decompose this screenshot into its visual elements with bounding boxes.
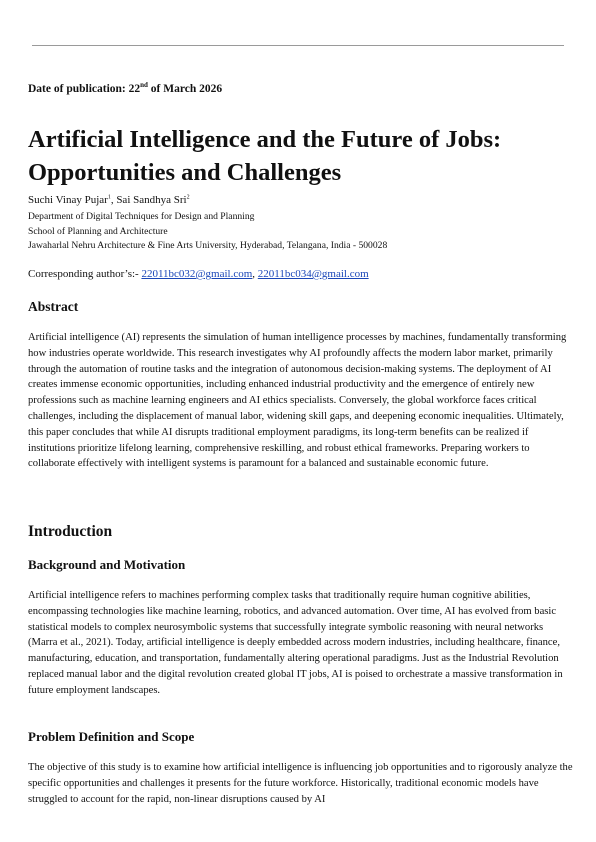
- affiliation-department: Department of Digital Techniques for Design and Planning: [28, 211, 255, 222]
- abstract-body: Artificial intelligence (AI) represents the simulation of human intelligence processes by machines, fundamentally transforming how industries operate worldwide. This research investigates why AI profoundly affects the modern labor market, primarily through the automation of routine tasks and the integration of autonomous decision-making systems. The deployment of AI creates immense economic opportunities, including enhanced industrial productivity and the emergence of entirely new professions such as machine learning engineers and AI ethics specialists. Conversely, the global workforce faces critical challenges, including the displacement of manual labor, widening skill gaps, and deepening economic inequalities. Ultimately, this paper concludes that while AI disrupts traditional employment paradigms, its long-term benefits can be realized if institutions prioritize lifelong learning, comprehensive reskilling, and robust ethical frameworks. Preparing workers to collaborate effectively with intelligent systems is paramount for a balanced and sustainable economic future.: [28, 332, 567, 470]
- email-link-1[interactable]: 22011bc032@gmail.com: [141, 268, 253, 280]
- author-separator: ,: [110, 194, 117, 206]
- corresponding-label: Corresponding author’s:-: [28, 268, 142, 280]
- paper-title-line-1: Artificial Intelligence and the Future of Jobs:: [28, 126, 502, 153]
- affiliation-school: School of Planning and Architecture: [28, 226, 168, 237]
- abstract-heading: Abstract: [28, 299, 79, 314]
- paper-title-line-2: Opportunities and Challenges: [28, 159, 342, 186]
- paper-title: [28, 123, 573, 189]
- corresponding-author: [28, 268, 369, 280]
- problem-heading: Problem Definition and Scope: [28, 729, 195, 744]
- email-separator: ,: [252, 268, 258, 280]
- author-1-mark: 1: [107, 194, 111, 201]
- publication-date: [28, 83, 222, 95]
- author-1: Suchi Vinay Pujar: [28, 194, 108, 206]
- publication-date-prefix: Date of publication: 22: [28, 83, 141, 95]
- background-heading: Background and Motivation: [28, 557, 186, 572]
- author-2: Sai Sandhya Sri: [116, 194, 187, 206]
- author-list: [28, 194, 190, 206]
- publication-date-ordinal: nd: [140, 81, 148, 90]
- introduction-heading: Introduction: [28, 523, 113, 540]
- author-2-mark: 2: [186, 194, 190, 201]
- affiliation-university: Jawaharlal Nehru Architecture & Fine Arts University, Hyderabad, Telangana, India - 500028: [28, 240, 388, 251]
- top-rule: [32, 45, 564, 46]
- publication-date-suffix: of March 2026: [147, 83, 223, 95]
- background-body: Artificial intelligence refers to machines performing complex tasks that traditionally require human cognitive abilities, encompassing technologies like machine learning, robotics, and advanced automation. Over time, AI has evolved from basic statistical models to complex neurosymbolic systems that successfully integrate symbolic reasoning with neural networks (Marra et al., 2021). Today, artificial intelligence is deeply embedded across modern industries, including healthcare, finance, manufacturing, education, and transportation, fundamentally altering operational paradigms. Just as the Industrial Revolution replaced manual labor and the digital revolution created global IT jobs, AI is poised to orchestrate a massive transformation in future employment landscapes.: [28, 590, 563, 696]
- problem-body: The objective of this study is to examine how artificial intelligence is influencing job opportunities and to rigorously analyze the specific opportunities and challenges it presents for the future workforce. Historically, traditional economic models have struggled to account for the rapid, non-linear disruptions caused by AI: [28, 762, 573, 805]
- email-link-2[interactable]: 22011bc034@gmail.com: [257, 268, 369, 280]
